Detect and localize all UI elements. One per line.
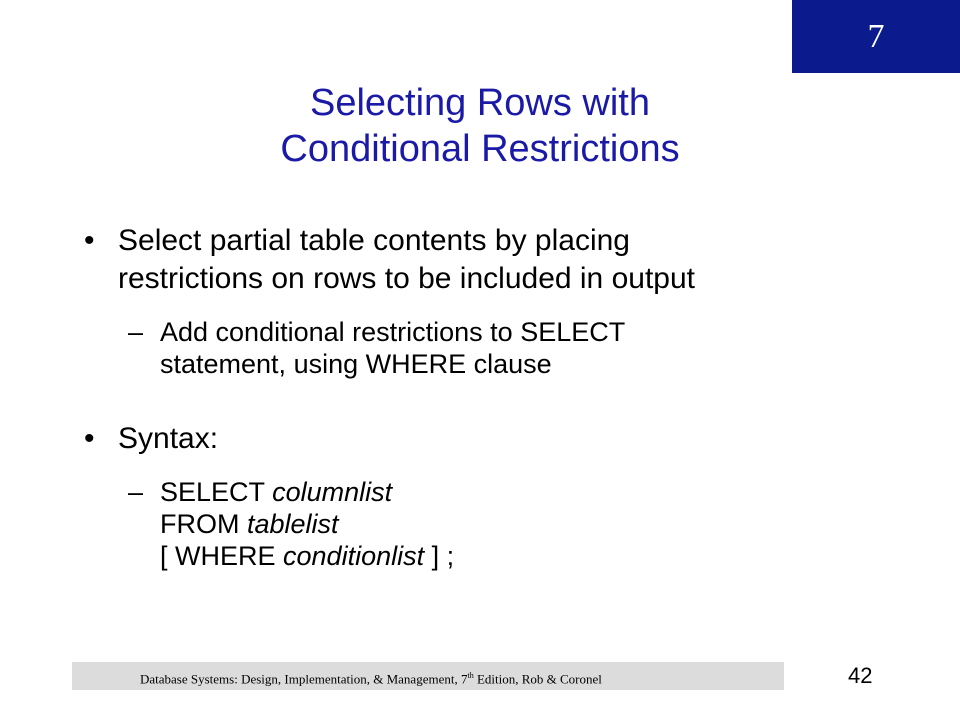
syntax-text [160, 476, 454, 572]
bullet-text [118, 222, 695, 298]
columnlist-placeholder: columnlist [272, 477, 393, 507]
page-number: 42 [848, 663, 873, 688]
chapter-number: 7 [867, 17, 885, 55]
where-keyword: [ WHERE [160, 541, 284, 571]
bullet-text [118, 420, 218, 458]
footer-text-start: Database Systems: Design, Implementation, & Management, 7 [140, 671, 468, 687]
syntax-from-line [160, 508, 454, 540]
conditionlist-placeholder: conditionlist [283, 541, 425, 571]
bullet-marker: • [84, 224, 95, 257]
chapter-number-badge [792, 0, 960, 73]
bullet-text-line-1: Syntax: [118, 422, 219, 455]
bullet-marker: • [84, 422, 95, 455]
slide-title-line-2: Conditional Restrictions [280, 128, 680, 170]
sub-bullet-text [160, 316, 625, 380]
tablelist-placeholder: tablelist [247, 509, 339, 539]
from-keyword: FROM [160, 509, 247, 539]
sub-bullet-marker: – [128, 317, 144, 347]
sub-bullet-text-line-2: statement, using WHERE clause [160, 349, 552, 379]
footer-citation [140, 667, 602, 688]
footer-text-end: Edition, Rob & Coronel [473, 671, 602, 687]
slide-title-line-1: Selecting Rows with [309, 82, 651, 124]
select-keyword: SELECT [160, 477, 273, 507]
bullet-text-line-1: Select partial table contents by placing [118, 224, 630, 257]
syntax-select-line [160, 476, 454, 508]
sub-bullet-text-line-1: Add conditional restrictions to SELECT [160, 317, 626, 347]
syntax-where-line [160, 540, 454, 572]
sub-bullet-marker: – [128, 477, 144, 507]
bullet-text-line-2: restrictions on rows to be included in output [118, 262, 695, 295]
footer-superscript: th [467, 671, 474, 680]
footer-bar [72, 662, 784, 690]
slide-title [180, 80, 780, 172]
closing-bracket: ] ; [424, 541, 455, 571]
